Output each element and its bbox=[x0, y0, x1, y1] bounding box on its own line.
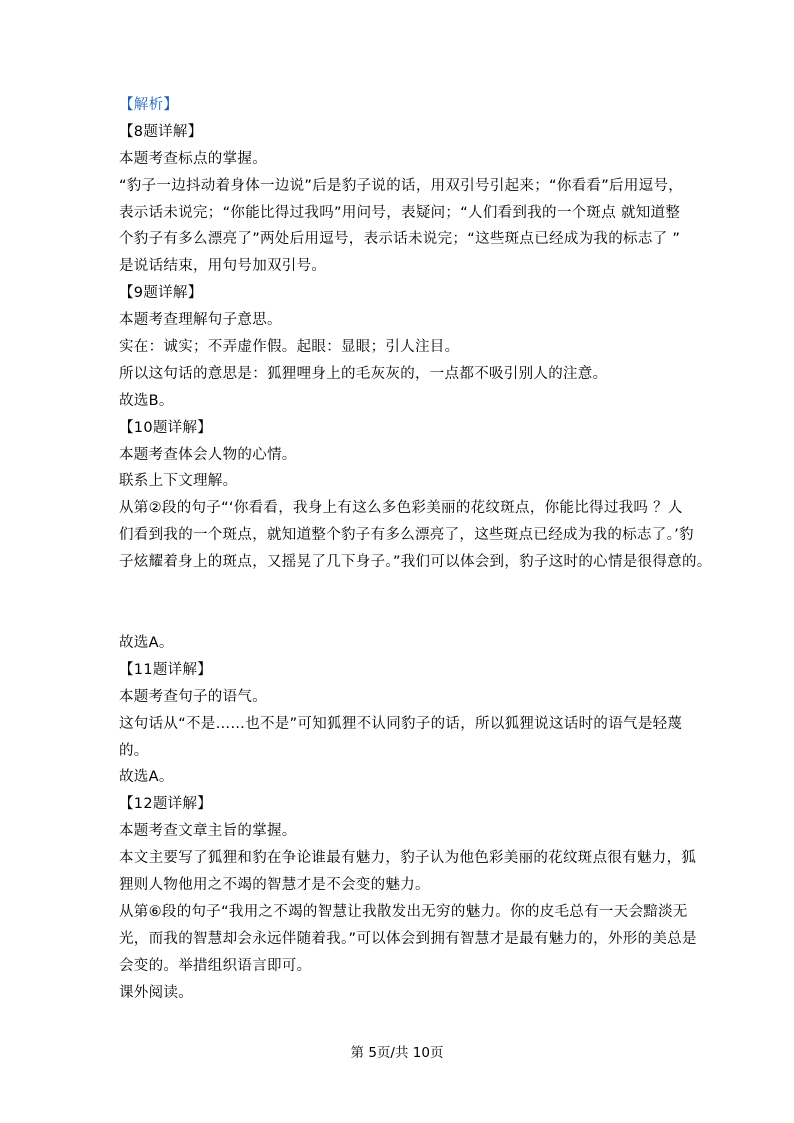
blank-space bbox=[119, 603, 679, 630]
text-line: 的。 bbox=[119, 742, 149, 759]
text-line: 本题考查标点的掌握。 bbox=[119, 150, 267, 167]
text-line: 故选B。 bbox=[119, 392, 174, 409]
text-line: 本题考查句子的语气。 bbox=[119, 688, 267, 705]
text-line: 【10题详解】 bbox=[119, 419, 213, 436]
text-line: 表示话未说完；“你能比得过我吗”用问号，表疑问；“人们看到我的一个斑点 就知道整 bbox=[119, 204, 681, 221]
text-line: 光，而我的智慧却会永远伴随着我。”可以体会到拥有智慧才是最有魅力的，外形的美总是 bbox=[119, 930, 697, 947]
text-line: 狸则人物他用之不竭的智慧才是不会变的魅力。 bbox=[119, 877, 430, 894]
text-line: 本题考查体会人物的心情。 bbox=[119, 446, 297, 463]
text-line: 联系上下文理解。 bbox=[119, 473, 238, 490]
section-title: 【解析】 bbox=[119, 97, 179, 113]
text-line: 个豹子有多么漂亮了”两处后用逗号，表示话未说完；“这些斑点已经成为我的标志了 ” bbox=[119, 231, 681, 248]
text-line: 会变的。举措组织语言即可。 bbox=[119, 957, 312, 974]
text-line: 本题考查文章主旨的掌握。 bbox=[119, 823, 297, 840]
text-line: 本题考查理解句子意思。 bbox=[119, 312, 282, 329]
text-line: 故选A。 bbox=[119, 635, 174, 652]
document-body bbox=[119, 92, 712, 1007]
text-line: 故选A。 bbox=[119, 769, 174, 786]
text-line: 子炫耀着身上的斑点，又摇晃了几下身子。”我们可以体会到，豹子这时的心情是很得意的。 bbox=[119, 554, 712, 571]
text-line: “豹子一边抖动着身体一边说”后是豹子说的话，用双引号引起来；“你看看”后用逗号， bbox=[119, 177, 684, 194]
page-footer: 第 5页/共 10页 bbox=[350, 1045, 444, 1061]
text-line: 是说话结束，用句号加双引号。 bbox=[119, 258, 327, 275]
text-line: 所以这句话的意思是：狐狸哩身上的毛灰灰的，一点都不吸引别人的注意。 bbox=[119, 365, 608, 382]
text-line: 【12题详解】 bbox=[119, 796, 213, 813]
text-line: 【11题详解】 bbox=[119, 661, 213, 678]
text-line: 【9题详解】 bbox=[119, 285, 203, 302]
text-line: 【8题详解】 bbox=[119, 123, 203, 140]
blank-space bbox=[119, 576, 679, 603]
text-line: 们看到我的一个斑点，就知道整个豹子有多么漂亮了，这些斑点已经成为我的标志了。’豹 bbox=[119, 527, 694, 544]
text-line: 课外阅读。 bbox=[119, 984, 193, 1001]
text-line: 从第⑥段的句子“我用之不竭的智慧让我散发出无穷的魅力。你的皮毛总有一天会黯淡无 bbox=[119, 903, 688, 920]
text-line: 本文主要写了狐狸和豹在争论谁最有魅力，豹子认为他色彩美丽的花纹斑点很有魅力，狐 bbox=[119, 850, 697, 867]
text-line: 从第②段的句子“‘你看看，我身上有这么多色彩美丽的花纹斑点，你能比得过我吗 ？人 bbox=[119, 500, 683, 517]
text-line: 这句话从“不是……也不是”可知狐狸不认同豹子的话，所以狐狸说这话时的语气是轻蔑 bbox=[119, 715, 683, 732]
text-line: 实在：诚实；不弄虚作假。起眼：显眼；引人注目。 bbox=[119, 339, 460, 356]
